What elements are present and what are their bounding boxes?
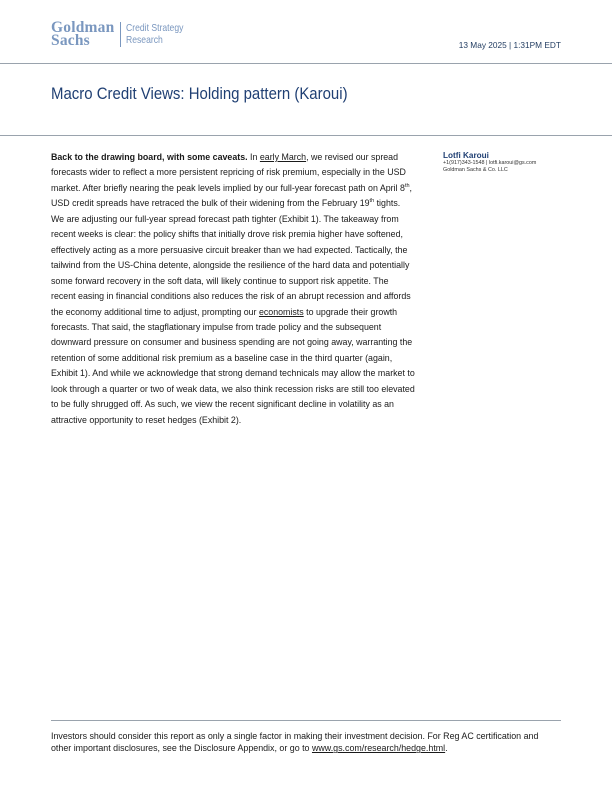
- link-economists[interactable]: economists: [258, 306, 304, 317]
- publication-date: 13 May 2025 | 1:31PM EDT: [458, 40, 561, 50]
- header-divider: [0, 63, 612, 64]
- body-segment-5: to upgrade their growth forecasts. That said, the stagflationary impulse from trade policy and the subsequent downward pressure on consumer and business spending are not going away, warranting the retention of some additional risk premium as a baseline case in the third quarter (again, Exhibit 1). And while we acknowledge that strong demand technicals may allow the market to look through a quarter or two of weak data, we also think recession risks are still too elevated to be fully shrugged off. As such, we view the recent significant decline in volatility as an attractive opportunity to reset hedges (Exhibit 2).: [51, 306, 415, 425]
- ordinal-suffix-1: th: [404, 182, 410, 189]
- disclosure-footer: [51, 730, 551, 754]
- logo-line-2: Sachs: [51, 32, 90, 49]
- link-early-march[interactable]: early March: [259, 152, 307, 162]
- disclosure-text: Investors should consider this report as only a single factor in making their investment decision. For Reg AC certification and other important disclosures, see the Disclosure Appendix, or go to: [51, 731, 539, 754]
- title-divider: [0, 135, 612, 136]
- lead-sentence: Back to the drawing board, with some caveats.: [51, 152, 248, 162]
- logo-divider: [120, 22, 121, 47]
- logo-line-1: Goldman: [51, 19, 115, 36]
- logo-wordmark: [51, 21, 114, 47]
- author-block: [443, 151, 536, 174]
- research-unit-label: [126, 22, 183, 47]
- unit-line-2: Research: [126, 34, 164, 46]
- goldman-sachs-logo: [51, 21, 196, 47]
- ordinal-suffix-2: th: [369, 198, 375, 205]
- unit-line-1: Credit Strategy: [126, 22, 184, 34]
- body-segment-3: , USD credit spreads have retraced the bulk of their widening from the February 19: [51, 182, 412, 209]
- footer-divider: [51, 720, 561, 721]
- disclosure-link[interactable]: www.gs.com/research/hedge.html: [311, 743, 446, 754]
- body-segment-2: , we revised our spread forecasts wider to reflect a more persistent repricing of risk premium, especially in the USD market. After briefly nearing the peak levels implied by our full-year forecast path on April 8: [51, 152, 406, 193]
- author-name: Lotfi Karoui: [443, 151, 489, 160]
- body-segment-1: In: [247, 152, 260, 162]
- disclosure-end: .: [445, 743, 448, 754]
- body-segment-4: tights. We are adjusting our full-year spread forecast path tighter (Exhibit 1). The takeaway from recent weeks is clear: the policy shifts that initially drove risk premia higher have softened, effectively acting as a more persuasive circuit breaker than we had expected. Tactically, the tailwind from the US-China detente, alongside the resilience of the hard data and potentially some forward recovery in the soft data, will likely continue to support risk appetite. The recent easing in financial conditions also reduces the risk of an abrupt recession and affords the economy additional time to adjust, prompting our: [51, 198, 411, 317]
- report-title: Macro Credit Views: Holding pattern (Karoui): [51, 84, 348, 103]
- author-firm: Goldman Sachs & Co. LLC: [443, 167, 508, 173]
- body-paragraph: [51, 150, 415, 428]
- author-contact: +1(917)343-1548 | lotfi.karoui@gs.com: [443, 160, 537, 166]
